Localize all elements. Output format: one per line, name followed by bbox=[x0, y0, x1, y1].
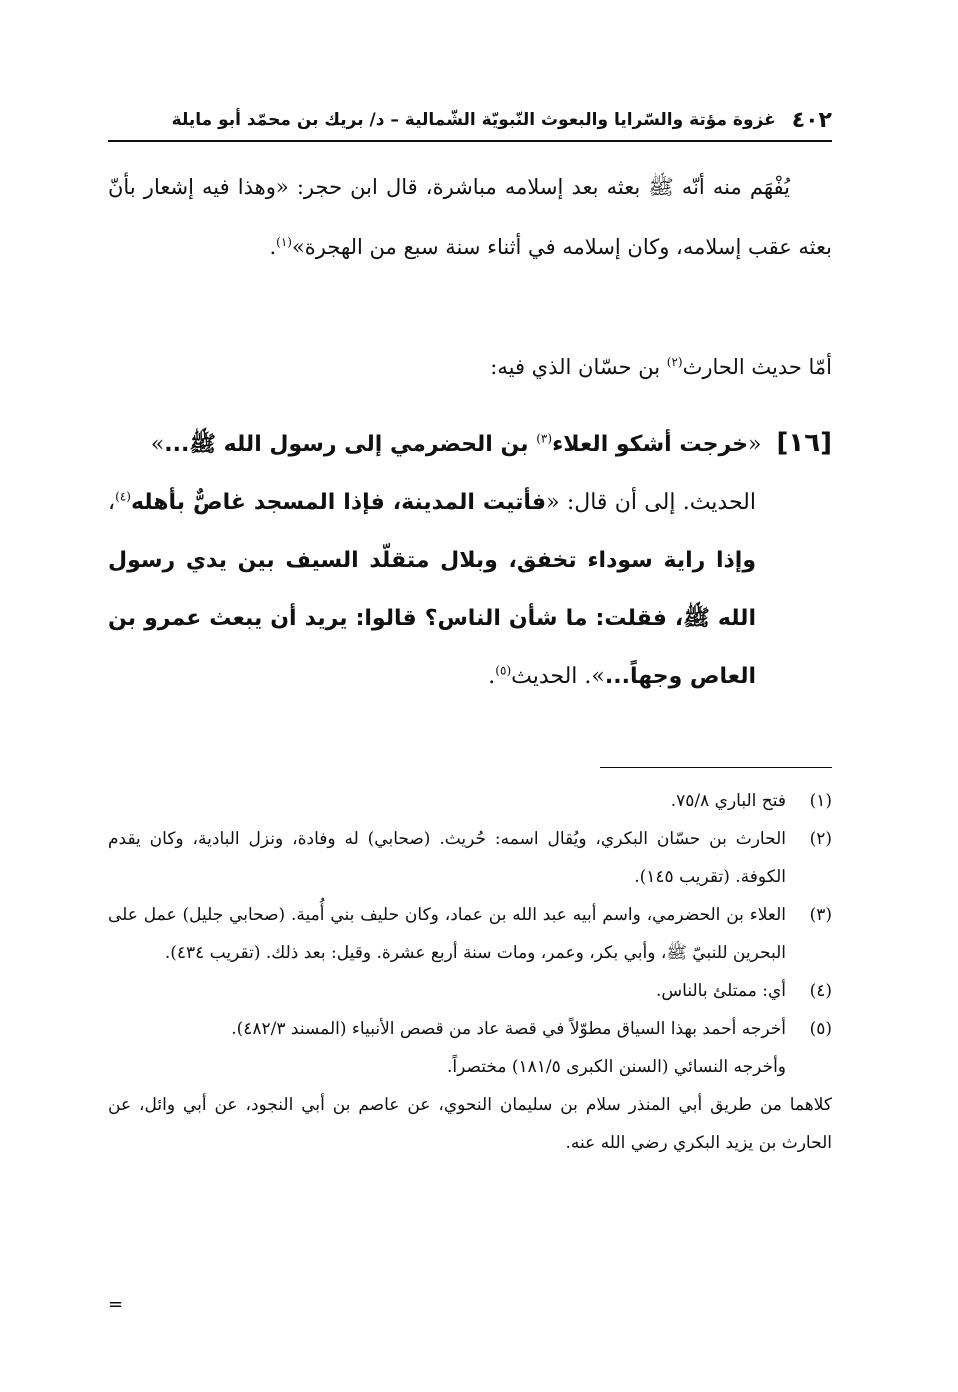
footnote5-continuation: وأخرجه النسائي (السنن الكبرى ١٨١/٥) مختصراً. bbox=[447, 1057, 786, 1077]
footnote-item bbox=[108, 972, 832, 1010]
hadith-line2-bold: فأتيت المدينة، فإذا المسجد غاصٌّ بأهله bbox=[130, 490, 547, 515]
footnote-number: (٢) bbox=[809, 829, 832, 849]
footnote5-continuation: كلاهما من طريق أبي المنذر سلام بن سليمان النحوي، عن عاصم بن أبي النجود، عن أبي وائل، عن الحارث بن يزيد البكري رضي الله عنه. bbox=[108, 1095, 832, 1153]
footnote-item bbox=[108, 820, 832, 896]
continuation-mark: = bbox=[108, 1294, 124, 1315]
hadith-block bbox=[108, 414, 832, 706]
paragraph1-end: . bbox=[269, 235, 277, 259]
footnote-text: العلاء بن الحضرمي، واسم أبيه عبد الله بن عماد، وكان حليف بني أُمية. (صحابي جليل) عمل على البحرين للنبيّ ﷺ، وأبي بكر، وعمر، ومات سنة أربع عشرة. وقيل: بعد ذلك. (تقريب ٤٣٤). bbox=[108, 905, 786, 963]
paragraph-ibn-hajar bbox=[108, 157, 832, 277]
paragraph2-text-a: أمّا حديث الحارث bbox=[682, 355, 832, 379]
page-header bbox=[108, 100, 832, 142]
footnote-text: أي: ممتلئ بالناس. bbox=[656, 981, 786, 1001]
footnote-text: الحارث بن حسّان البكري، ويُقال اسمه: حُريث. (صحابي) له وفادة، ونزل البادية، وكان يقدم الكوفة. (تقريب ١٤٥). bbox=[108, 829, 786, 887]
hadith-bold-b: بن الحضرمي إلى رسول الله ﷺ... bbox=[164, 432, 537, 457]
hadith-line2-a: الحديث. إلى أن قال: « bbox=[546, 490, 756, 515]
paragraph1-text: يُفْهَم منه أنّه ﷺ بعثه بعد إسلامه مباشرة، قال ابن حجر: «وهذا فيه إشعار بأنّ بعثه عقب إسلامه، وكان إسلامه في أثناء سنة سبع من الهجرة» bbox=[108, 175, 832, 259]
footnote-number: (٣) bbox=[809, 905, 832, 925]
footnote-text: أخرجه أحمد بهذا السياق مطوّلاً في قصة عاد من قصص الأنبياء (المسند ٤٨٢/٣). bbox=[231, 1019, 786, 1039]
hadith-line2-end: ، bbox=[108, 490, 116, 515]
footnote-number: (٤) bbox=[809, 981, 832, 1001]
footnote-ref-5: (٥) bbox=[495, 663, 512, 678]
paragraph-harith bbox=[490, 337, 832, 397]
hadith-tail: ». الحديث bbox=[511, 664, 605, 689]
footnote-ref-1: (١) bbox=[276, 235, 292, 249]
footnote-number: (١) bbox=[809, 791, 832, 811]
hadith-tail-end: . bbox=[488, 664, 496, 689]
quote-close: » bbox=[150, 432, 165, 457]
hadith-number: [١٦] bbox=[776, 428, 832, 458]
paragraph2-text-b: بن حسّان الذي فيه: bbox=[490, 355, 667, 379]
footnote-separator bbox=[600, 767, 832, 768]
hadith-bold-a: خرجت أشكو العلاء bbox=[552, 432, 748, 457]
footnote-ref-2: (٢) bbox=[666, 355, 683, 369]
footnote-ref-4: (٤) bbox=[115, 489, 131, 504]
footnote-item bbox=[108, 896, 832, 972]
quote-open: « bbox=[748, 432, 762, 457]
hadith-cont-bold: وإذا راية سوداء تخفق، وبلال متقلّد السيف بين يدي رسول الله ﷺ، فقلت: ما شأن الناس؟ قالوا: يريد أن يبعث عمرو بن العاص وجهاً... bbox=[108, 548, 756, 689]
page-number: ٤٠٢ bbox=[791, 107, 832, 133]
footnotes-section bbox=[108, 782, 832, 1162]
footnote-ref-3: (٣) bbox=[536, 431, 553, 446]
footnote-item bbox=[108, 1010, 832, 1048]
footnote-text: فتح الباري ٧٥/٨. bbox=[670, 791, 786, 811]
footnote-item bbox=[108, 782, 832, 820]
footnote-number: (٥) bbox=[809, 1019, 832, 1039]
running-title: غزوة مؤتة والسّرايا والبعوث النّبويّة الشّمالية – د/ بريك بن محمّد أبو مايلة bbox=[171, 110, 776, 130]
hadith-continuation bbox=[108, 474, 832, 706]
